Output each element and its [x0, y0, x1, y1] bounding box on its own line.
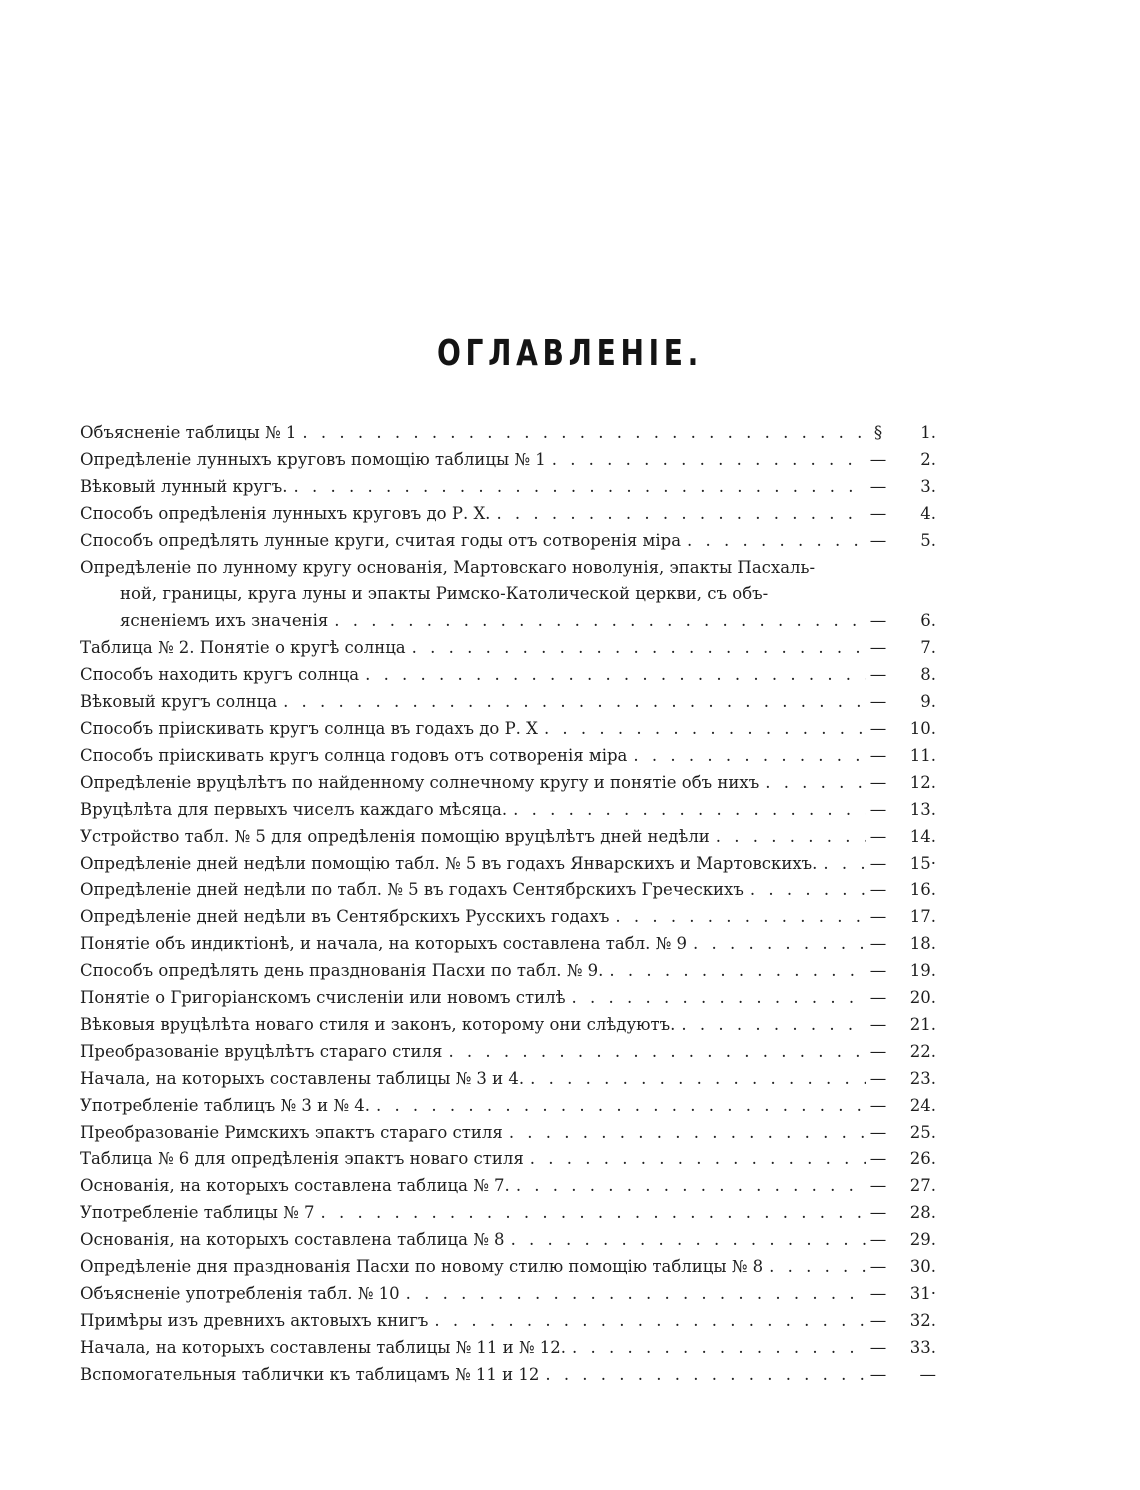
- table-of-contents: [80, 420, 936, 1389]
- toc-entry-number: 26.: [909, 1149, 936, 1169]
- toc-entry-number: 30.: [909, 1257, 936, 1277]
- toc-entry-separator: —: [869, 934, 887, 954]
- toc-entry: [80, 904, 936, 931]
- toc-entry-title: Вѣковый кругъ солнца . . .: [80, 689, 866, 716]
- toc-entry-number: 29.: [909, 1230, 936, 1250]
- toc-entry: [80, 770, 936, 797]
- toc-entry: [80, 877, 936, 904]
- toc-entry-title: Способъ опредѣлять день празднованія Пасхи по табл. № 9. . . .: [80, 958, 866, 985]
- toc-entry-number: 17.: [909, 907, 936, 927]
- toc-entry: [80, 1335, 936, 1362]
- toc-entry-number: 5.: [920, 530, 936, 550]
- toc-entry: [80, 1039, 936, 1066]
- toc-entry-separator: —: [869, 1203, 887, 1223]
- toc-entry: [80, 931, 936, 958]
- toc-entry: [80, 1227, 936, 1254]
- toc-entry-separator: —: [869, 530, 887, 550]
- toc-entry-separator: —: [869, 1068, 887, 1088]
- toc-entry-separator: —: [869, 988, 887, 1008]
- toc-entry-number: 24.: [909, 1095, 936, 1115]
- toc-entry-number: 1.: [920, 423, 936, 442]
- toc-entry-title: Опредѣленіе лунныхъ круговъ помощію таблицы № 1 . . .: [80, 447, 866, 474]
- toc-entry-number: 12.: [909, 772, 936, 792]
- toc-entry-separator: —: [869, 907, 887, 927]
- toc-entry-title: Примѣры изъ древнихъ актовыхъ книгъ . . .: [80, 1308, 866, 1335]
- toc-entry-title: Опредѣленіе дней недѣли помощію табл. № 5 въ годахъ Январскихъ и Мартовскихъ. . . .: [80, 851, 866, 878]
- toc-entry-number: 33.: [909, 1337, 936, 1357]
- toc-entry-title: Способъ пріискивать кругъ солнца въ годахъ до Р. Х . . .: [80, 716, 866, 743]
- toc-entry-title: Объясненіе таблицы № 1 . . .: [80, 420, 866, 447]
- toc-entry-number: 14.: [909, 826, 936, 846]
- toc-entry-separator: —: [869, 1257, 887, 1277]
- toc-entry: [80, 420, 936, 447]
- toc-entry-number: 10.: [909, 718, 936, 738]
- toc-entry-number: 20.: [909, 988, 936, 1008]
- toc-entry-separator: —: [869, 745, 887, 765]
- toc-entry: [80, 797, 936, 824]
- toc-entry: [80, 555, 936, 582]
- toc-entry: [80, 851, 936, 878]
- toc-entry-title: Употребленіе таблицъ № 3 и № 4. . . .: [80, 1093, 866, 1120]
- toc-entry-title: Опредѣленіе дней недѣли по табл. № 5 въ годахъ Сентябрскихъ Греческихъ . . .: [80, 877, 866, 904]
- toc-entry-title: Опредѣленіе дней недѣли въ Сентябрскихъ Русскихъ годахъ . . .: [80, 904, 866, 931]
- toc-entry: [80, 1093, 936, 1120]
- toc-entry-title: Вруцѣлѣта для первыхъ чиселъ каждаго мѣсяца. . . .: [80, 797, 866, 824]
- toc-entry-title: ной, границы, круга луны и эпакты Римско-Католической церкви, съ объ-: [120, 584, 769, 604]
- toc-entry: [80, 1200, 936, 1227]
- toc-entry-separator: —: [869, 692, 887, 712]
- toc-entry-separator: —: [869, 718, 887, 738]
- toc-entry-number: 21.: [909, 1014, 936, 1034]
- page-title: ОГЛАВЛЕНІЕ.: [436, 333, 704, 374]
- toc-entry-title: Опредѣленіе вруцѣлѣтъ по найденному солнечному кругу и понятіе объ нихъ . . .: [80, 770, 866, 797]
- toc-entry: [80, 716, 936, 743]
- toc-entry-number: 8.: [920, 665, 936, 685]
- toc-entry: [80, 662, 936, 689]
- toc-entry-title: Вѣковый лунный кругъ. . . .: [80, 474, 866, 501]
- toc-entry-title: Таблица № 6 для опредѣленія эпактъ новаго стиля . . .: [80, 1146, 866, 1173]
- toc-entry-title: Преобразованіе Римскихъ эпактъ стараго стиля . . .: [80, 1120, 866, 1147]
- toc-entry-number: 13.: [909, 799, 936, 819]
- toc-entry-separator: —: [869, 665, 887, 685]
- toc-entry: [80, 985, 936, 1012]
- toc-entry: [80, 501, 936, 528]
- toc-entry-number: 25.: [909, 1122, 936, 1142]
- toc-entry-title: ясненіемъ ихъ значенія . . .: [80, 608, 866, 635]
- toc-entry-number: 15·: [909, 853, 936, 873]
- toc-entry-title: Понятіе объ индиктіонѣ, и начала, на которыхъ составлена табл. № 9 . . .: [80, 931, 866, 958]
- toc-entry-title: Основанія, на которыхъ составлена таблица № 8 . . .: [80, 1227, 866, 1254]
- toc-entry-separator: —: [869, 1149, 887, 1169]
- toc-entry: [80, 1254, 936, 1281]
- toc-entry: [80, 958, 936, 985]
- toc-entry-title: Начала, на которыхъ составлены таблицы № 3 и 4. . . .: [80, 1066, 866, 1093]
- toc-entry-number: 19.: [909, 961, 936, 981]
- toc-entry-title: Преобразованіе вруцѣлѣтъ стараго стиля . . .: [80, 1039, 866, 1066]
- toc-entry-separator: —: [869, 476, 887, 496]
- toc-entry-title: Вѣковыя вруцѣлѣта новаго стиля и законъ, которому они слѣдуютъ. . . .: [80, 1012, 866, 1039]
- toc-entry: [80, 1066, 936, 1093]
- toc-entry-separator: —: [869, 799, 887, 819]
- toc-entry: [80, 528, 936, 555]
- toc-entry-separator: —: [869, 611, 887, 631]
- toc-entry-separator: —: [869, 1230, 887, 1250]
- toc-entry: [80, 581, 936, 608]
- toc-entry-title: Способъ опредѣлять лунные круги, считая годы отъ сотворенія міра . . .: [80, 528, 866, 555]
- toc-entry-separator: —: [869, 1176, 887, 1196]
- toc-entry-number: 28.: [909, 1203, 936, 1223]
- toc-entry-number: 6.: [920, 611, 936, 631]
- toc-entry: [80, 1120, 936, 1147]
- toc-entry-separator: —: [869, 449, 887, 469]
- toc-entry-title: Устройство табл. № 5 для опредѣленія помощію вруцѣлѣтъ дней недѣли . . .: [80, 824, 866, 851]
- toc-entry-title: Опредѣленіе дня празднованія Пасхи по новому стилю помощію таблицы № 8 . . .: [80, 1254, 866, 1281]
- toc-entry-separator: —: [869, 1122, 887, 1142]
- toc-entry-title: Способъ опредѣленія лунныхъ круговъ до Р. Х. . . .: [80, 501, 866, 528]
- toc-entry: [80, 474, 936, 501]
- toc-entry: [80, 1012, 936, 1039]
- toc-entry-separator: —: [869, 1041, 887, 1061]
- toc-entry-title: Употребленіе таблицы № 7 . . .: [80, 1200, 866, 1227]
- toc-entry-number: 27.: [909, 1176, 936, 1196]
- toc-entry-title: Основанія, на которыхъ составлена таблица № 7. . . .: [80, 1173, 866, 1200]
- toc-entry-separator: —: [869, 1310, 887, 1330]
- toc-entry-number: —: [919, 1364, 936, 1384]
- toc-entry-title: Способъ находить кругъ солнца . . .: [80, 662, 866, 689]
- toc-entry: [80, 743, 936, 770]
- toc-entry-separator: —: [869, 1095, 887, 1115]
- toc-entry-title: Опредѣленіе по лунному кругу основанія, Мартовскаго новолунія, эпакты Пасхаль-: [80, 557, 816, 577]
- toc-entry-title: Таблица № 2. Понятіе о кругѣ солнца . . .: [80, 635, 866, 662]
- toc-entry: [80, 1281, 936, 1308]
- toc-entry-number: 32.: [909, 1310, 936, 1330]
- toc-entry-separator: —: [869, 503, 887, 523]
- toc-entry: [80, 447, 936, 474]
- toc-entry-separator: —: [869, 826, 887, 846]
- toc-entry-separator: —: [869, 880, 887, 900]
- toc-entry-number: 2.: [920, 449, 936, 469]
- toc-entry: [80, 1362, 936, 1389]
- toc-entry-separator: —: [869, 1337, 887, 1357]
- toc-entry: [80, 824, 936, 851]
- toc-entry-number: 31·: [909, 1284, 936, 1303]
- toc-entry-separator: —: [869, 772, 887, 792]
- toc-entry-number: 18.: [909, 934, 936, 954]
- toc-entry: [80, 1173, 936, 1200]
- toc-entry-number: 4.: [920, 503, 936, 523]
- toc-entry-number: 22.: [909, 1041, 936, 1061]
- toc-entry: [80, 1308, 936, 1335]
- toc-entry-title: Объясненіе употребленія табл. № 10 . . .: [80, 1281, 866, 1308]
- toc-entry-number: 3.: [920, 476, 936, 496]
- toc-entry-title: Вспомогательныя таблички къ таблицамъ № 11 и 12 . . .: [80, 1362, 866, 1389]
- toc-entry: [80, 1146, 936, 1173]
- toc-entry-separator: —: [869, 1284, 887, 1303]
- toc-entry-title: Способъ пріискивать кругъ солнца годовъ отъ сотворенія міра . . .: [80, 743, 866, 770]
- toc-entry-separator: §: [873, 423, 883, 442]
- toc-entry-separator: —: [869, 961, 887, 981]
- toc-entry-title: Понятіе о Григоріанскомъ счисленіи или новомъ стилѣ . . .: [80, 985, 866, 1012]
- toc-entry-number: 7.: [920, 638, 936, 658]
- toc-entry-separator: —: [869, 638, 887, 658]
- toc-entry-separator: —: [869, 1364, 887, 1384]
- toc-entry-separator: —: [869, 1014, 887, 1034]
- toc-entry-number: 11.: [909, 745, 936, 765]
- toc-entry-title: Начала, на которыхъ составлены таблицы № 11 и № 12. . . .: [80, 1335, 866, 1362]
- toc-entry-number: 23.: [909, 1068, 936, 1088]
- toc-entry-separator: —: [869, 853, 887, 873]
- toc-entry-number: 9.: [920, 692, 936, 712]
- toc-entry: [80, 635, 936, 662]
- toc-entry-number: 16.: [909, 880, 936, 900]
- toc-entry: [80, 608, 936, 635]
- toc-entry: [80, 689, 936, 716]
